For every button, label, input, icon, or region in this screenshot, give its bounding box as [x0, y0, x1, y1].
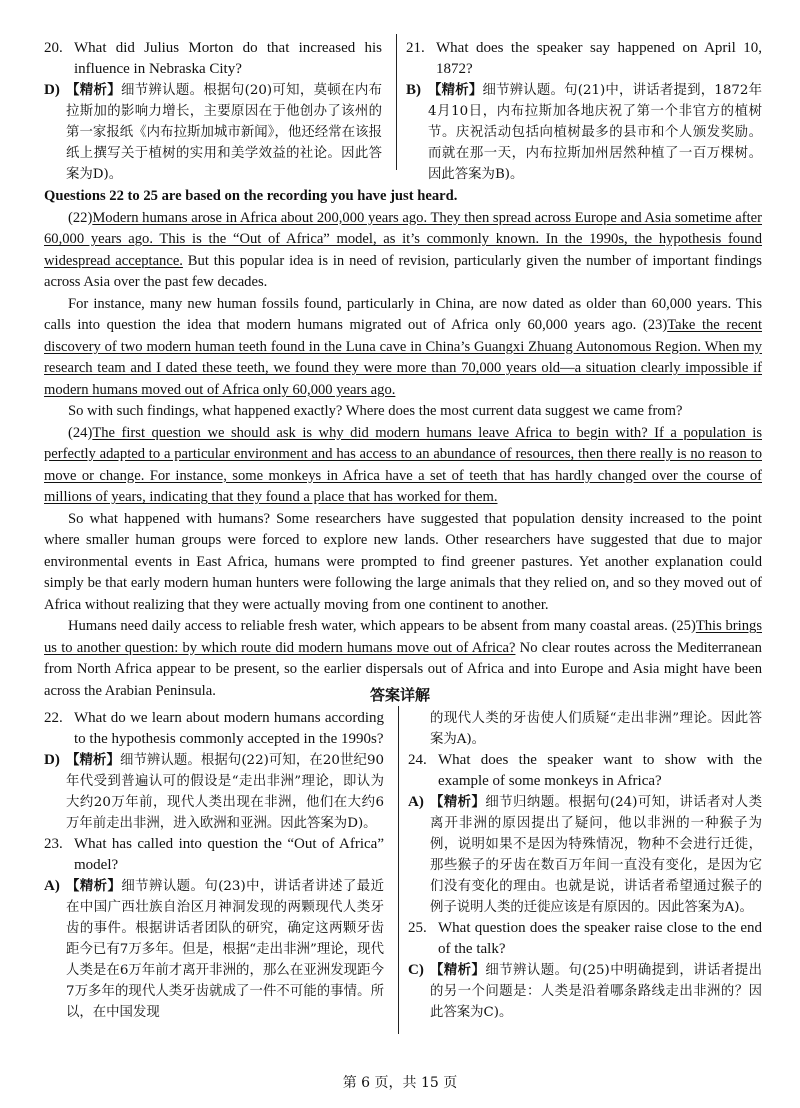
- underlined-sentence-25: This brings us to another question: by which route did modern humans move out of Africa?: [44, 618, 762, 656]
- analysis-tag: 【精析】: [66, 82, 121, 98]
- answer-letter: C): [408, 962, 424, 978]
- answer-letter: A): [408, 794, 424, 810]
- underlined-sentence-24: The first question we should ask is why did modern humans leave Africa to begin with? If a population is perfectly adapted to a particular environment and has access to an abundance of resources, then there really is no reason to move or change. For instance, some monkeys in Africa have a set of teeth that has hardly changed over the course of millions of years, indicating that they found a place that has worked for them.: [44, 424, 762, 505]
- question-number: 24.: [408, 752, 427, 768]
- q21-block: [406, 38, 762, 185]
- paragraph-text: Humans need daily access to reliable fresh water, which appears to be absent from many coastal areas.: [68, 618, 672, 634]
- explanation-text: 的现代人类的牙齿使人们质疑“走出非洲”理论。因此答案为A)。: [430, 711, 762, 747]
- passage-paragraph-5: So what happened with humans? Some researchers have suggested that population density increased to the point where smaller human groups were forced to explore new lands. Other researchers have suggested that due to major environmental events in East Africa, humans were prompted to find greener pastures. Yet another explanation could simply be that early modern human hunters were following the large animals that they relied on, and so they moved out of Africa without realizing that they were actually moving from one continent to another.: [44, 510, 762, 613]
- section-title: 答案详解: [369, 686, 430, 704]
- question-21: [406, 38, 762, 80]
- answer-25: [408, 960, 762, 1023]
- sentence-marker-23: (23): [642, 317, 668, 333]
- passage-paragraph-3: So with such findings, what happened exactly? Where does the most current data suggest we came from?: [68, 403, 683, 419]
- analysis-tag: 【精析】: [66, 752, 120, 768]
- answer-explanation: [430, 792, 762, 918]
- paragraph-text: But this popular idea is in need of revision, particularly given the number of important findings across Asia over the past few decades.: [44, 252, 762, 290]
- question-24: [408, 750, 762, 792]
- answer-explanation: [430, 960, 762, 1023]
- question-number: 23.: [44, 836, 63, 852]
- sentence-marker-24: (24): [68, 424, 93, 441]
- question-text: What do we learn about modern humans according to the hypothesis commonly accepted in the 1990s?: [74, 710, 384, 747]
- answer-21: [406, 80, 762, 185]
- paragraph-text: For instance, many new human fossils found, particularly in China, are now dated as older than 60,000 years. This calls into question the idea that modern humans migrated out of Africa only 60,000 years ago.: [44, 295, 762, 333]
- q20-block: [44, 38, 382, 185]
- analysis-tag: 【精析】: [430, 794, 486, 810]
- question-number: 20.: [44, 40, 63, 56]
- answer-explanation: [66, 876, 384, 1023]
- answer-explanation: [428, 80, 762, 185]
- question-20: [44, 38, 382, 80]
- explanation-text: 细节辨认题。句(25)中明确提到，讲话者提出的另一个问题是：人类是沿着哪条路线走出非洲的？因此答案为C)。: [430, 963, 762, 1020]
- question-number: 22.: [44, 710, 63, 726]
- answer-22: [44, 750, 384, 834]
- passage-paragraph-1: [44, 208, 762, 294]
- answer-explanation: [66, 750, 384, 834]
- paragraph-text: No clear routes across the Mediterranean from North Africa appear to be present, so the earlier dispersals out of Africa and into Europe and Asia might have been across the Arabian Peninsula.: [44, 639, 762, 699]
- answer-explanation: [66, 80, 382, 185]
- answer-letter: D): [44, 82, 60, 98]
- question-number: 21.: [406, 40, 425, 56]
- question-23: [44, 834, 384, 876]
- question-number: 25.: [408, 920, 427, 936]
- column-divider: [398, 706, 399, 1034]
- question-text: What does the speaker say happened on April 10, 1872?: [436, 40, 762, 77]
- explanation-text: 细节辨认题。根据句(22)可知，在20世纪90年代受到普遍认可的假设是“走出非洲”理论，即认为大约20万年前，现代人类出现在非洲，他们在大约6万年前走出非洲，进入欧洲和亚洲。因此答案为D)。: [66, 753, 384, 831]
- answers-right-column: [408, 708, 762, 1023]
- explanation-text: 细节辨认题。句(23)中，讲话者讲述了最近在中国广西壮族自治区月神洞发现的两颗现代人类牙齿的事件。根据讲话者团队的研究，确定这两颗牙齿距今已有7万多年。但是，根据“走出非洲”理论，现代人类是在6万年前才离开非洲的，那么在亚洲发现距今7万多年的现代人类牙齿就成了一件不可能的事情。所以，在中国发现: [66, 879, 384, 1020]
- answer-letter: A): [44, 878, 60, 894]
- underlined-sentence-23: Take the recent discovery of two modern human teeth found in the Luna cave in China’s Guangxi Zhuang Autonomous Region. When my research team and I dated these teeth, we found they were more than 70,000 years old—a situation clearly impossible if modern humans moved out of Africa only 60,000 years ago.: [44, 317, 762, 398]
- column-divider: [396, 34, 397, 170]
- question-22: [44, 708, 384, 750]
- underlined-sentence-22: Modern humans arose in Africa about 200,000 years ago. They then spread across Europe and Asia sometime after 60,000 years ago. This is the “Out of Africa” model, as it’s commonly known. In the 1990s, the hypothesis found widespread acceptance.: [44, 209, 762, 269]
- explanation-text: 细节辨认题。句(21)中，讲话者提到，1872年4月10日，内布拉斯加各地庆祝了第一个非官方的植树节。庆祝活动包括向植树最多的县市和个人颁发奖励。而就在那一天，内布拉斯加州居然种植了一百万棵树。因此答案为B)。: [428, 83, 762, 182]
- answer-letter: D): [44, 752, 60, 768]
- question-text: What did Julius Morton do that increased his influence in Nebraska City?: [74, 40, 382, 77]
- page-footer: 第 6 页，共 15 页: [342, 1075, 458, 1091]
- answer-23-continued: [408, 708, 762, 750]
- analysis-tag: 【精析】: [66, 878, 122, 894]
- answer-24: [408, 792, 762, 918]
- explanation-text: 细节归纳题。根据句(24)可知，讲话者对人类离开非洲的原因提出了疑问，他以非洲的一种猴子为例，说明如果不是因为特殊情况，物种不会进行迁徙，那些猴子的牙齿在数百万年间一直没有变化，是因为它们没有变化的理由。也就是说，讲话者希望通过猴子的例子说明人类的迁徙应该是有原因的。因此答案为A)。: [430, 795, 762, 915]
- sentence-marker-25: (25): [671, 618, 696, 634]
- question-text: What question does the speaker raise close to the end of the talk?: [438, 920, 762, 957]
- analysis-tag: 【精析】: [428, 82, 483, 98]
- sentence-marker-22: (22): [68, 209, 93, 226]
- question-text: What does the speaker want to show with the example of some monkeys in Africa?: [438, 752, 762, 789]
- listening-passage: [44, 186, 762, 702]
- passage-heading: Questions 22 to 25 are based on the recording you have just heard.: [44, 188, 458, 204]
- passage-paragraph-4: [44, 423, 762, 509]
- question-25: [408, 918, 762, 960]
- answer-23: [44, 876, 384, 1023]
- answer-20: [44, 80, 382, 185]
- analysis-tag: 【精析】: [430, 962, 486, 978]
- indent-spacer: [408, 708, 430, 750]
- answer-letter: B): [406, 82, 421, 98]
- question-text: What has called into question the “Out of Africa” model?: [74, 836, 384, 873]
- explanation-text: 细节辨认题。根据句(20)可知，莫顿在内布拉斯加的影响力增长，主要原因在于他创办了该州的第一家报纸《内布拉斯加城市新闻》，他还经常在该报纸上撰写关于植树的实用和美学效益的社论。因此答案为D)。: [66, 83, 382, 182]
- answers-left-column: [44, 708, 384, 1023]
- passage-paragraph-2: [44, 294, 762, 402]
